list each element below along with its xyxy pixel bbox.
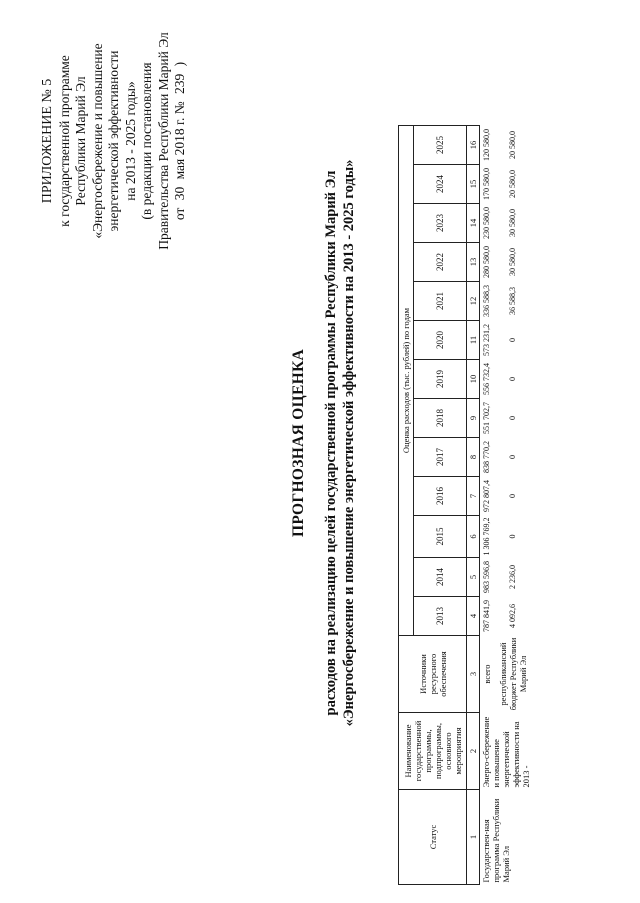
- title-main: ПРОГНОЗНАЯ ОЦЕНКА: [290, 349, 307, 538]
- header-year: 2024: [414, 165, 467, 204]
- appendix-date-line: [172, 11, 189, 271]
- header-source: Источники ресурсного обеспечения: [399, 636, 467, 713]
- estimate-table: [398, 125, 532, 885]
- column-number: 1: [467, 790, 480, 885]
- date-prefix: от: [172, 207, 187, 221]
- row-value: 30 580,0: [508, 209, 518, 237]
- row-source: республиканский бюджет Республики Марий Эл: [498, 637, 529, 711]
- header-year: 2019: [414, 360, 467, 399]
- row-value: 573 231,2: [482, 324, 492, 356]
- column-number: 6: [467, 516, 480, 558]
- row-value: 0: [508, 338, 518, 342]
- column-number: 2: [467, 713, 480, 790]
- row-value: 336 588,3: [482, 285, 492, 317]
- appendix-block: [40, 11, 189, 271]
- row-value: 983 596,8: [482, 561, 492, 593]
- column-number-row: [467, 126, 480, 885]
- header-year: 2013: [414, 597, 467, 636]
- row-value: 30 580,0: [508, 248, 518, 276]
- header-year: 2020: [414, 321, 467, 360]
- title-program: «Энергосбережение и повышение энергетической эффективности на 2013 - 2025 годы»: [341, 159, 357, 727]
- header-year: 2018: [414, 399, 467, 438]
- header-year: 2015: [414, 516, 467, 558]
- row-value: 280 580,0: [482, 246, 492, 278]
- row-value: 120 580,0: [482, 129, 492, 161]
- row-name: Энерго-сбережение и повышение энергетической эффективности на 2013 -: [481, 716, 531, 788]
- date-rest: мая 2018 г. №: [172, 101, 187, 180]
- row-value: 0: [508, 416, 518, 420]
- row-value: 556 732,4: [482, 363, 492, 395]
- row-value: 972 807,4: [482, 480, 492, 512]
- header-year: 2022: [414, 243, 467, 282]
- header-year: 2023: [414, 204, 467, 243]
- row-value: 551 702,7: [482, 402, 492, 434]
- header-year: 2021: [414, 282, 467, 321]
- header-status: Статус: [399, 790, 467, 885]
- row-value: 1 306 769,2: [482, 517, 492, 556]
- column-number: 7: [467, 477, 480, 516]
- row-value: 170 580,0: [482, 168, 492, 200]
- row-value: 36 588,3: [508, 287, 518, 315]
- column-number: 11: [467, 321, 480, 360]
- header-estimate: Оценка расходов (тыс. рублей) по годам: [399, 126, 414, 636]
- row-value: 787 841,9: [482, 600, 492, 632]
- row-value: 20 580,0: [508, 170, 518, 198]
- appendix-line: энергетической эффективности: [106, 50, 121, 232]
- row-value: 0: [508, 377, 518, 381]
- row-source: всего: [482, 664, 493, 684]
- appendix-line: на 2013 - 2025 годы»: [122, 81, 138, 201]
- row-value: 2 236,0: [508, 565, 518, 589]
- column-number: 10: [467, 360, 480, 399]
- appendix-line: Правительства Республики Марий Эл: [155, 32, 171, 250]
- document-title: [290, 43, 358, 843]
- row-value: 0: [508, 455, 518, 459]
- header-name: Наименование государственной программы, подпрограммы, основного мероприятия: [399, 713, 467, 790]
- table-row: [480, 126, 495, 885]
- column-number: 5: [467, 558, 480, 597]
- column-number: 4: [467, 597, 480, 636]
- row-value: 20 580,0: [508, 131, 518, 159]
- row-value: 4 092,6: [508, 604, 518, 628]
- column-number: 14: [467, 204, 480, 243]
- appendix-line: «Энергосбережение и повышение: [89, 43, 105, 239]
- date-suffix: ): [172, 61, 187, 67]
- row-value: 0: [508, 534, 518, 539]
- column-number: 8: [467, 438, 480, 477]
- column-number: 9: [467, 399, 480, 438]
- appendix-line: (в редакции постановления: [139, 62, 154, 220]
- date-number: 239: [172, 73, 187, 94]
- column-number: 15: [467, 165, 480, 204]
- row-value: 838 770,2: [482, 441, 492, 473]
- row-value: 230 580,0: [482, 207, 492, 239]
- column-number: 3: [467, 636, 480, 713]
- appendix-line: ПРИЛОЖЕНИЕ № 5: [40, 78, 55, 204]
- date-day: 30: [172, 186, 187, 201]
- column-number: 12: [467, 282, 480, 321]
- row-status: Государствен-ная программа Республики Марий Эл: [481, 798, 511, 883]
- column-number: 13: [467, 243, 480, 282]
- appendix-line: Республики Марий Эл: [73, 76, 88, 206]
- title-subtitle: расходов на реализацию целей государственной программы Республики Марий Эл: [323, 170, 339, 716]
- header-year: 2025: [414, 126, 467, 165]
- row-value: 0: [508, 494, 518, 498]
- column-number: 16: [467, 126, 480, 165]
- header-year: 2017: [414, 438, 467, 477]
- header-year: 2014: [414, 558, 467, 597]
- appendix-line: к государственной программе: [56, 55, 72, 227]
- header-year: 2016: [414, 477, 467, 516]
